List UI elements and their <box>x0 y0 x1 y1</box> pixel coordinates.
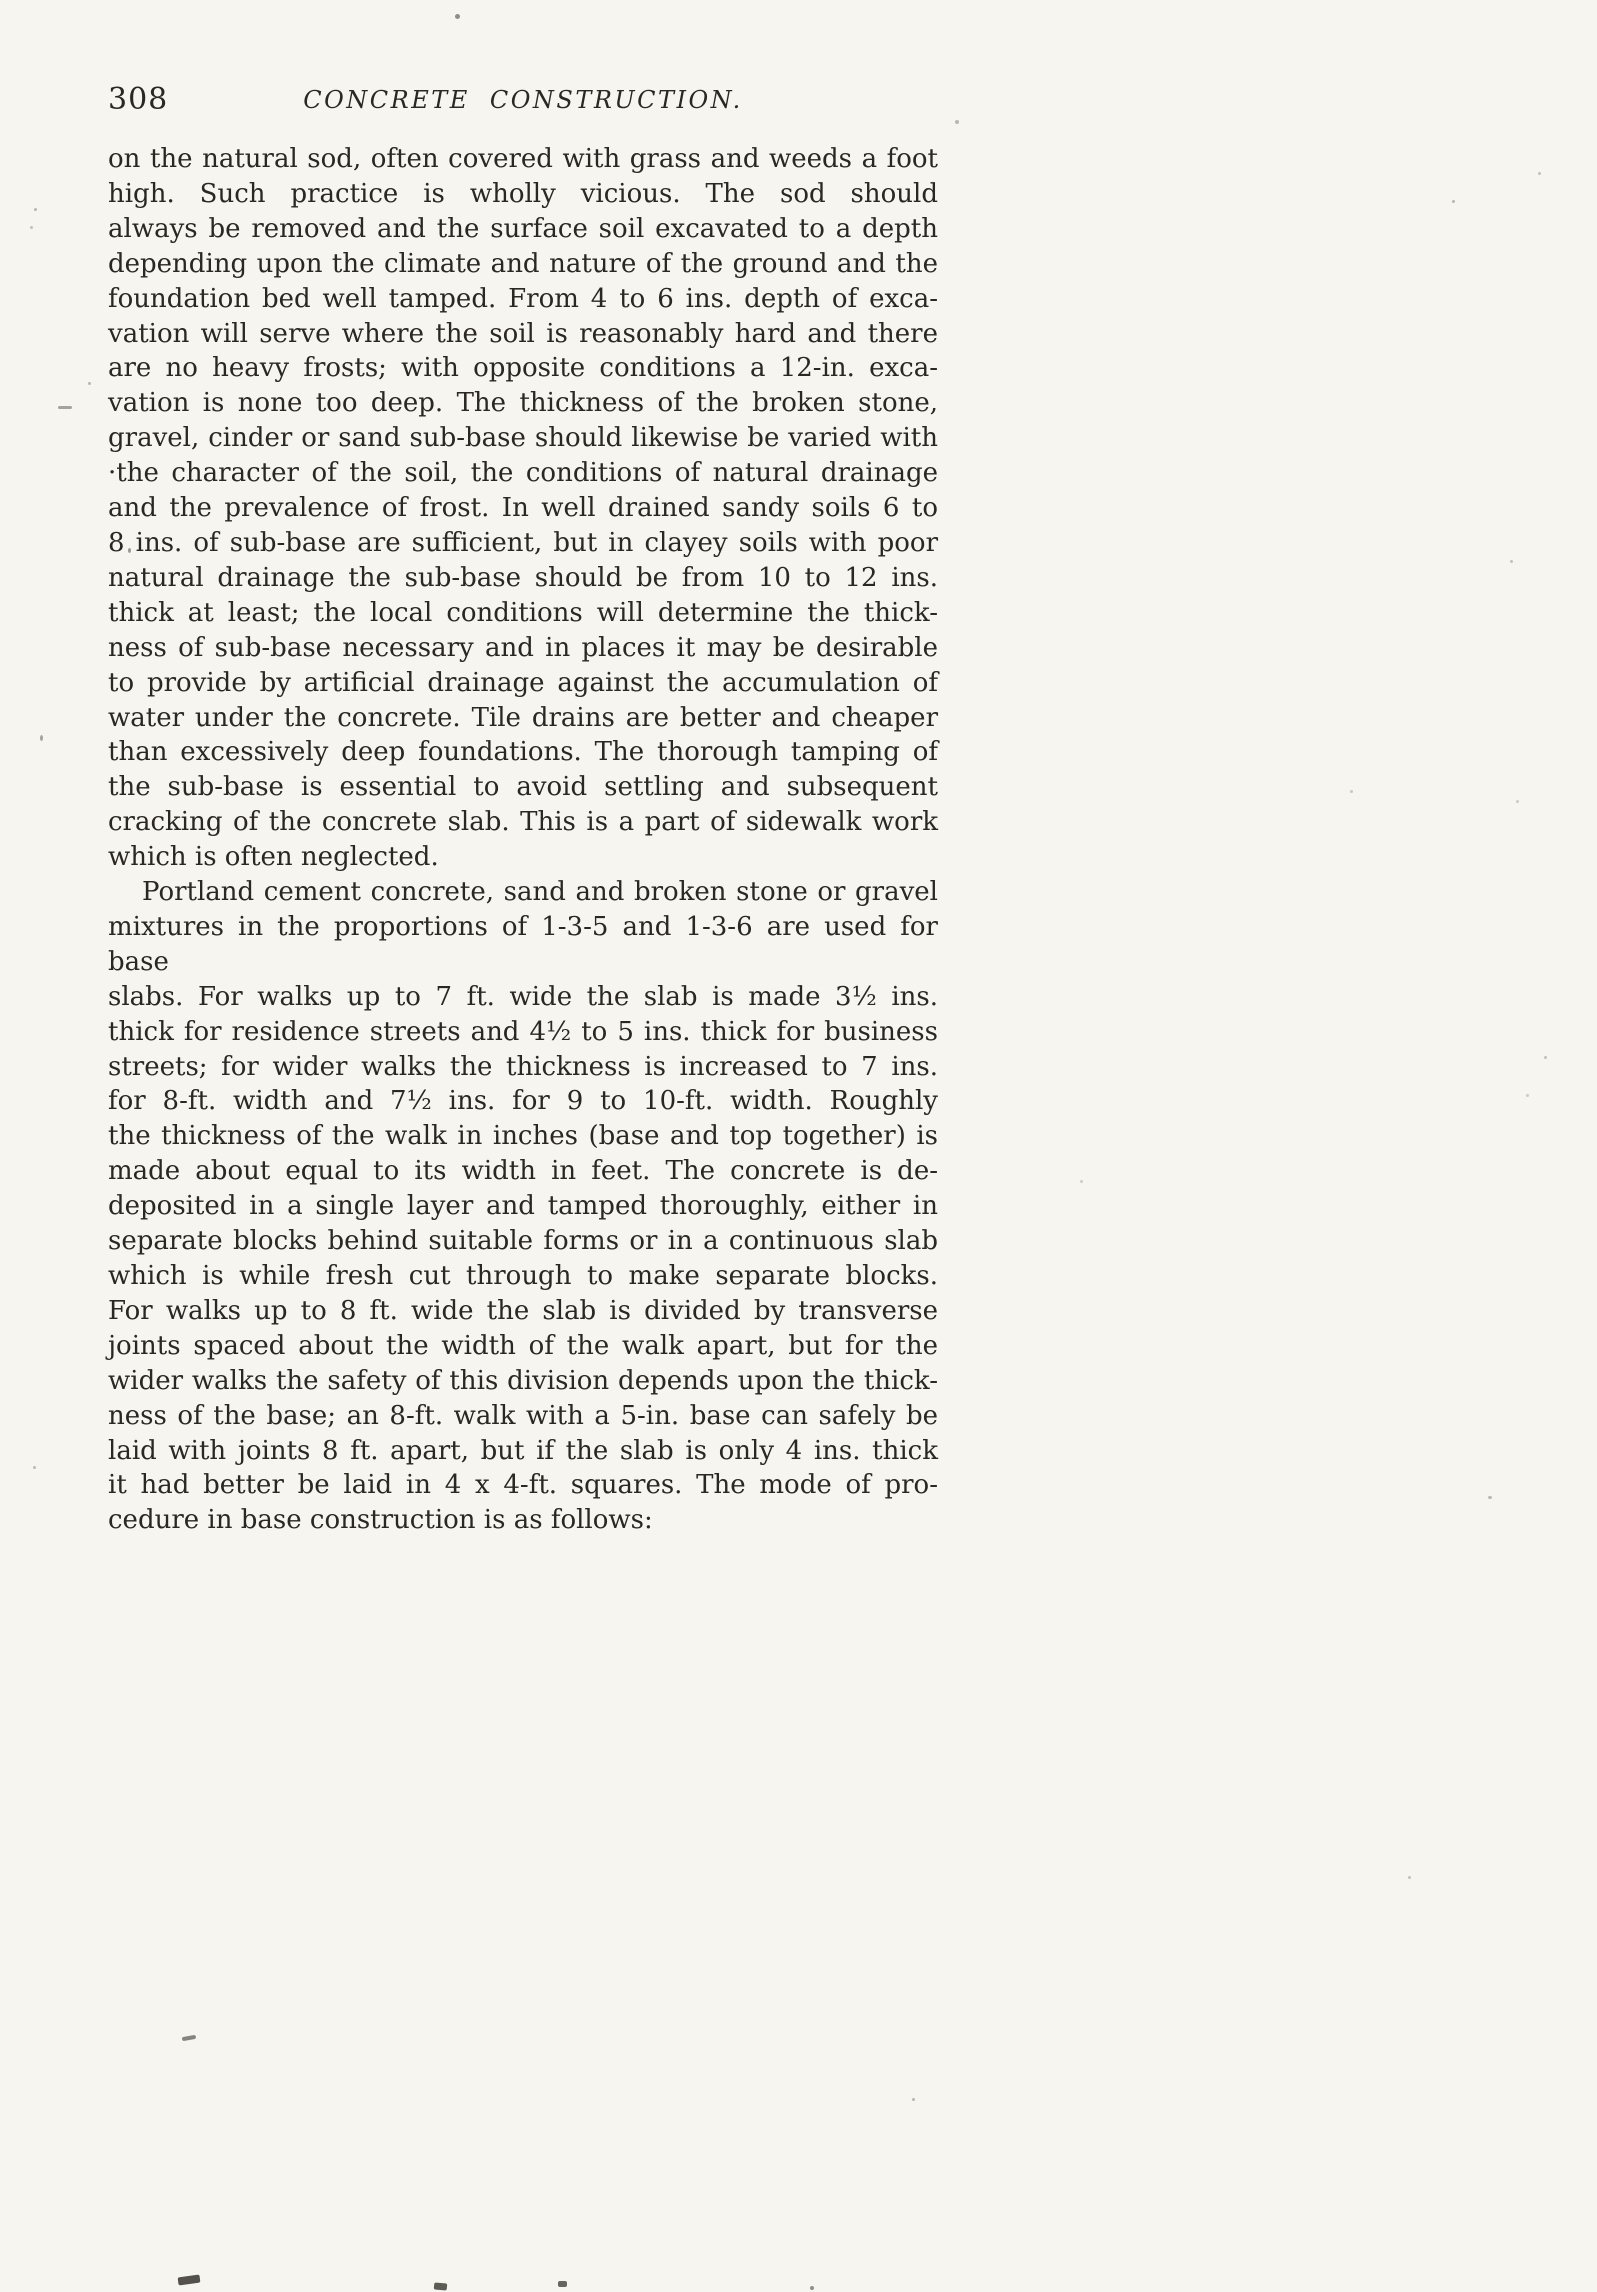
text-line: ness of the base; an 8-ft. walk with a 5-in. base can safely be <box>108 1400 938 1431</box>
text-line: thick for residence streets and 4½ to 5 ins. thick for business <box>108 1016 938 1047</box>
scan-speck <box>558 2281 567 2287</box>
scan-speck <box>34 208 37 211</box>
scan-speck <box>178 2275 201 2286</box>
paragraph <box>108 875 938 1538</box>
text-line: which is while fresh cut through to make separate blocks. <box>108 1261 938 1291</box>
text-line: cracking of the concrete slab. This is a part of sidewalk work <box>108 807 938 838</box>
text-line: are no heavy frosts; with opposite conditions a 12-in. exca- <box>108 353 938 384</box>
scan-speck <box>955 120 959 124</box>
scan-speck <box>30 226 33 229</box>
text-line: thick at least; the local conditions will determine the thick- <box>108 597 938 628</box>
text-line: natural drainage the sub-base should be from 10 to 12 ins. <box>108 562 938 593</box>
scan-speck <box>1510 560 1513 563</box>
paragraph <box>108 142 938 875</box>
text-line: high. Such practice is wholly vicious. The sod should <box>108 178 938 209</box>
text-line: than excessively deep foundations. The thorough tamping of <box>108 737 938 768</box>
text-line: slabs. For walks up to 7 ft. wide the slab is made 3½ ins. <box>108 981 938 1012</box>
scan-speck <box>40 735 43 741</box>
text-line: separate blocks behind suitable forms or in a continuous slab <box>108 1226 938 1257</box>
page-number: 308 <box>108 82 169 117</box>
text-line: wider walks the safety of this division depends upon the thick- <box>108 1365 938 1396</box>
text-line: depending upon the climate and nature of the ground and the <box>108 248 938 279</box>
scan-speck <box>1408 1876 1411 1879</box>
scan-speck <box>455 14 460 19</box>
text-line: on the natural sod, often covered with grass and weeds a foot <box>108 144 938 174</box>
scan-speck <box>1538 172 1541 175</box>
text-line: it had better be laid in 4 x 4-ft. squares. The mode of pro- <box>108 1470 938 1501</box>
scan-speck <box>1350 790 1353 793</box>
text-line: to provide by artificial drainage against the accumulation of <box>108 667 938 698</box>
text-line: gravel, cinder or sand sub-base should likewise be varied with <box>108 423 938 454</box>
scan-speck <box>33 1466 36 1469</box>
text-line: the thickness of the walk in inches (base and top together) is <box>108 1121 938 1152</box>
text-block <box>108 142 938 1538</box>
text-line: water under the concrete. Tile drains are better and cheaper <box>108 702 938 733</box>
text-line: made about equal to its width in feet. The concrete is de- <box>108 1156 938 1187</box>
text-line: Portland cement concrete, sand and broken stone or gravel <box>142 877 938 908</box>
scan-speck <box>182 2035 196 2041</box>
text-line: vation will serve where the soil is reasonably hard and there <box>108 318 938 349</box>
text-line: the sub-base is essential to avoid settling and subsequent <box>108 772 938 803</box>
scan-speck <box>1488 1496 1492 1499</box>
text-line: mixtures in the proportions of 1-3-5 and 1-3-6 are used for base <box>108 911 938 977</box>
scan-speck <box>1080 1180 1083 1183</box>
scan-speck <box>1516 800 1519 803</box>
text-line: which is often neglected. <box>108 842 439 873</box>
text-line: and the prevalence of frost. In well drained sandy soils 6 to <box>108 493 938 524</box>
scan-speck <box>810 2286 814 2290</box>
scan-speck <box>434 2282 448 2290</box>
text-line: ·the character of the soil, the conditions of natural drainage <box>108 458 938 489</box>
page-header <box>108 78 938 122</box>
text-line: for 8-ft. width and 7½ ins. for 9 to 10-ft. width. Roughly <box>108 1086 938 1117</box>
text-line: foundation bed well tamped. From 4 to 6 ins. depth of exca- <box>108 283 938 314</box>
scan-speck <box>1544 1056 1547 1059</box>
scan-speck <box>88 382 91 385</box>
text-line: deposited in a single layer and tamped thoroughly, either in <box>108 1191 938 1222</box>
scan-speck <box>1526 1094 1529 1097</box>
scan-speck <box>128 548 131 553</box>
text-line: laid with joints 8 ft. apart, but if the slab is only 4 ins. thick <box>108 1435 938 1466</box>
text-line: vation is none too deep. The thickness of the broken stone, <box>108 388 938 419</box>
text-line: cedure in base construction is as follows: <box>108 1505 653 1536</box>
text-line: streets; for wider walks the thickness is increased to 7 ins. <box>108 1051 938 1082</box>
text-line: ness of sub-base necessary and in places it may be desirable <box>108 632 938 663</box>
running-header-title: CONCRETE CONSTRUCTION. <box>303 86 743 114</box>
scan-speck <box>1452 200 1455 203</box>
scan-speck <box>912 2098 915 2101</box>
text-line: joints spaced about the width of the walk apart, but for the <box>108 1330 938 1361</box>
text-line: 8 ins. of sub-base are sufficient, but in clayey soils with poor <box>108 527 938 558</box>
scan-speck <box>58 406 72 409</box>
text-line: always be removed and the surface soil excavated to a depth <box>108 213 938 244</box>
text-line: For walks up to 8 ft. wide the slab is divided by transverse <box>108 1295 938 1326</box>
